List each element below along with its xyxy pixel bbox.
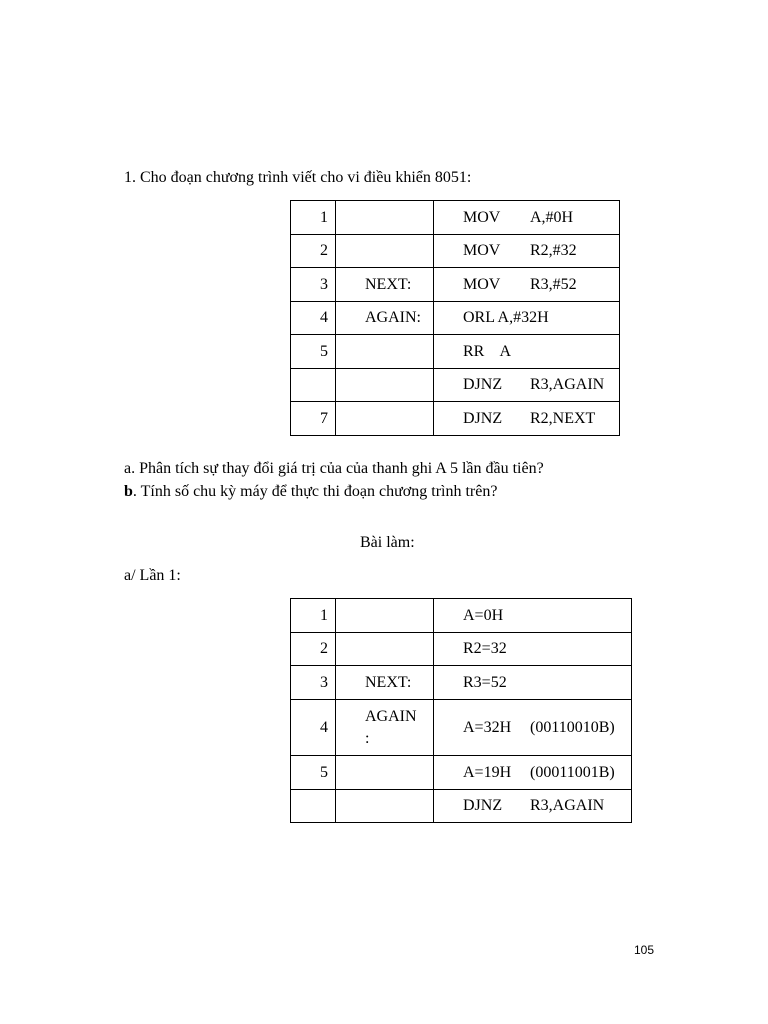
line-instruction (434, 666, 632, 700)
table-row (291, 402, 620, 436)
instruction-arg: A,#0H (530, 208, 574, 226)
instruction-arg: R2,NEXT (530, 409, 596, 427)
instruction-arg: (00110010B) (530, 718, 615, 736)
instruction-arg: R3,AGAIN (530, 797, 605, 814)
instruction-arg: R3,AGAIN (530, 376, 605, 393)
line-instruction (434, 335, 620, 369)
line-number (291, 790, 336, 823)
line-instruction (434, 700, 632, 756)
code-table (290, 200, 620, 436)
line-instruction (434, 201, 620, 235)
answer-subheading: a/ Lần 1: (124, 567, 181, 584)
line-number: 2 (291, 633, 336, 666)
table-row (291, 302, 620, 335)
table-row (291, 756, 632, 790)
line-instruction (434, 235, 620, 268)
answer-heading: Bài làm: (360, 534, 415, 551)
instruction-op: R3=52 (463, 673, 507, 691)
line-number (291, 369, 336, 402)
line-label (336, 756, 434, 790)
line-number: 4 (291, 302, 336, 335)
page-number: 105 (634, 943, 655, 957)
line-label: NEXT: (336, 666, 434, 700)
table-row (291, 633, 632, 666)
instruction-op: A=32H (463, 718, 512, 736)
line-label: NEXT: (336, 268, 434, 302)
instruction-op: DJNZ (463, 409, 503, 427)
instruction-op: MOV (463, 208, 501, 226)
line-number: 7 (291, 402, 336, 436)
line-label (336, 335, 434, 369)
line-number: 3 (291, 666, 336, 700)
part-b-text: . Tính số chu kỳ máy để thực thi đoạn chương trình trên? (132, 483, 498, 500)
trace-table (290, 598, 632, 823)
instruction-arg: R2,#32 (530, 242, 577, 259)
line-instruction (434, 790, 632, 823)
line-instruction (434, 302, 620, 335)
part-b-label: b (124, 483, 133, 500)
line-instruction (434, 756, 632, 790)
line-instruction (434, 268, 620, 302)
line-label: AGAIN: (336, 302, 434, 335)
instruction-arg: (00011001B) (530, 763, 615, 781)
line-number: 5 (291, 756, 336, 790)
table-row (291, 666, 632, 700)
line-number: 5 (291, 335, 336, 369)
table-row (291, 700, 632, 756)
instruction-op: DJNZ (463, 797, 503, 814)
line-number: 1 (291, 599, 336, 633)
line-number: 2 (291, 235, 336, 268)
question-part-b (124, 483, 497, 501)
line-label: AGAIN : (336, 700, 434, 756)
line-instruction (434, 369, 620, 402)
table-row (291, 201, 620, 235)
question-part-a: a. Phân tích sự thay đổi giá trị của của thanh ghi A 5 lần đầu tiên? (124, 460, 544, 477)
instruction-op: A=0H (463, 606, 504, 624)
instruction-op: A=19H (463, 763, 512, 781)
line-label (336, 402, 434, 436)
instruction-op: MOV (463, 275, 501, 293)
instruction-op: DJNZ (463, 376, 503, 393)
instruction-op: MOV (463, 242, 501, 259)
line-label (336, 235, 434, 268)
table-row (291, 268, 620, 302)
instruction-arg: R3,#52 (530, 275, 577, 293)
instruction-op: RR A (463, 342, 512, 360)
line-instruction (434, 599, 632, 633)
instruction-op: ORL A,#32H (463, 309, 549, 326)
instruction-op: R2=32 (463, 640, 507, 657)
table-row (291, 599, 632, 633)
line-label (336, 369, 434, 402)
table-row (291, 790, 632, 823)
line-number: 4 (291, 700, 336, 756)
line-instruction (434, 633, 632, 666)
question-intro: 1. Cho đoạn chương trình viết cho vi điều khiển 8051: (124, 169, 472, 186)
table-row (291, 335, 620, 369)
line-instruction (434, 402, 620, 436)
line-number: 3 (291, 268, 336, 302)
line-label (336, 790, 434, 823)
line-label (336, 599, 434, 633)
line-label (336, 633, 434, 666)
table-row (291, 235, 620, 268)
line-label (336, 201, 434, 235)
table-row (291, 369, 620, 402)
line-number: 1 (291, 201, 336, 235)
